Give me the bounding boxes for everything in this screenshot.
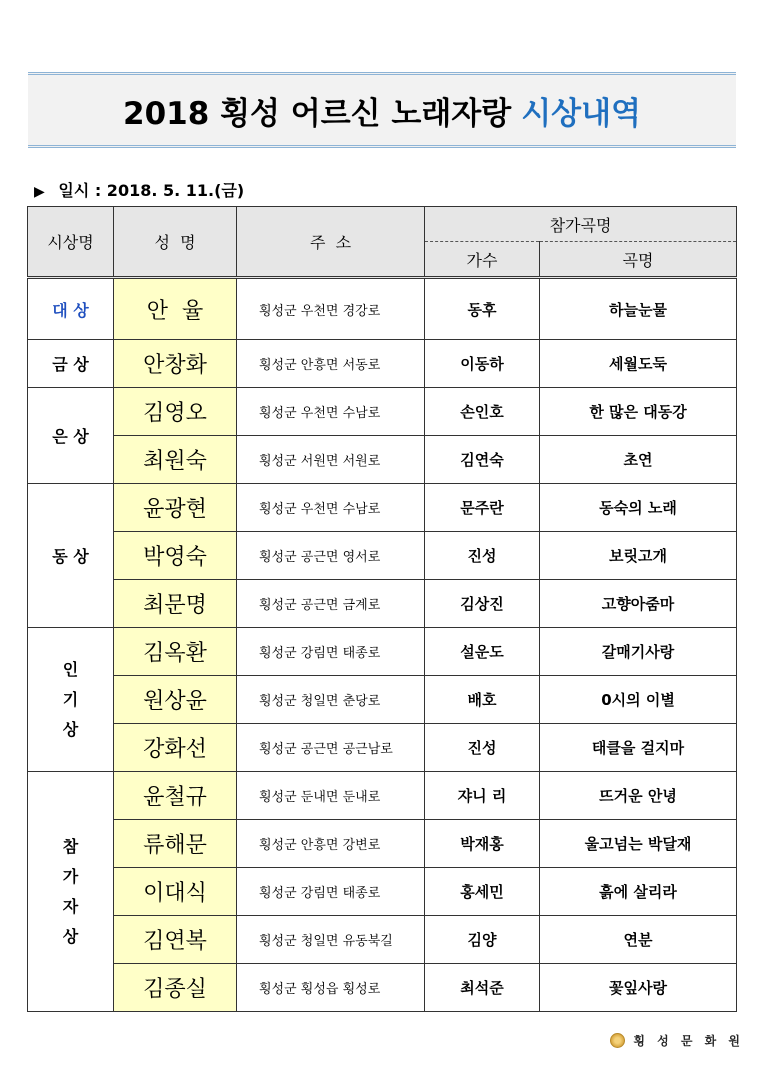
address-cell: 횡성군 우천면 수남로 xyxy=(237,388,425,436)
name-cell: 최문명 xyxy=(114,580,237,628)
award-cell xyxy=(28,628,114,772)
table-row xyxy=(28,628,737,676)
address-cell: 횡성군 우천면 경강로 xyxy=(237,278,425,340)
address-cell: 횡성군 공근면 금계로 xyxy=(237,580,425,628)
header-address: 주 소 xyxy=(237,207,425,278)
singer-cell: 동후 xyxy=(425,278,540,340)
song-cell: 태클을 걸지마 xyxy=(540,724,737,772)
name-cell: 강화선 xyxy=(114,724,237,772)
award-vertical-label: 인 기 상 xyxy=(62,659,79,739)
singer-cell: 김상진 xyxy=(425,580,540,628)
award-vertical-label: 참 가 자 상 xyxy=(62,836,79,946)
table-row xyxy=(28,964,737,1012)
address-cell: 횡성군 우천면 수남로 xyxy=(237,484,425,532)
awards-table xyxy=(27,206,737,1012)
title-accent: 시상내역 xyxy=(521,95,641,132)
name-cell: 박영숙 xyxy=(114,532,237,580)
singer-cell: 손인호 xyxy=(425,388,540,436)
address-cell: 횡성군 청일면 유동북길 xyxy=(237,916,425,964)
header-name: 성 명 xyxy=(114,207,237,278)
address-cell: 횡성군 강림면 태종로 xyxy=(237,868,425,916)
table-row xyxy=(28,820,737,868)
header-song-group: 참가곡명 xyxy=(425,207,737,242)
singer-cell: 배호 xyxy=(425,676,540,724)
song-cell: 갈매기사랑 xyxy=(540,628,737,676)
table-row xyxy=(28,532,737,580)
table-row xyxy=(28,676,737,724)
singer-cell: 김양 xyxy=(425,916,540,964)
name-cell: 원상윤 xyxy=(114,676,237,724)
address-cell: 횡성군 횡성읍 횡성로 xyxy=(237,964,425,1012)
singer-cell: 김연숙 xyxy=(425,436,540,484)
name-cell: 김옥환 xyxy=(114,628,237,676)
singer-cell: 설운도 xyxy=(425,628,540,676)
name-cell: 김종실 xyxy=(114,964,237,1012)
singer-cell: 진성 xyxy=(425,724,540,772)
name-cell: 이대식 xyxy=(114,868,237,916)
organization-logo-icon xyxy=(610,1033,625,1048)
name-cell: 김영오 xyxy=(114,388,237,436)
song-cell: 보릿고개 xyxy=(540,532,737,580)
header-song: 곡명 xyxy=(540,242,737,278)
table-row xyxy=(28,436,737,484)
footer-text: 횡 성 문 화 원 xyxy=(633,1034,744,1048)
song-cell: 0시의 이별 xyxy=(540,676,737,724)
title-main: 2018 횡성 어르신 노래자랑 xyxy=(123,95,512,132)
song-cell: 꽃잎사랑 xyxy=(540,964,737,1012)
address-cell: 횡성군 서원면 서원로 xyxy=(237,436,425,484)
song-cell: 뜨거운 안녕 xyxy=(540,772,737,820)
table-row xyxy=(28,772,737,820)
table-row xyxy=(28,868,737,916)
address-cell: 횡성군 청일면 춘당로 xyxy=(237,676,425,724)
table-row xyxy=(28,916,737,964)
award-cell: 동 상 xyxy=(28,484,114,628)
song-cell: 동숙의 노래 xyxy=(540,484,737,532)
singer-cell: 쟈니 리 xyxy=(425,772,540,820)
triangle-right-icon: ▶ xyxy=(34,184,45,200)
name-cell: 김연복 xyxy=(114,916,237,964)
address-cell: 횡성군 공근면 공근남로 xyxy=(237,724,425,772)
singer-cell: 진성 xyxy=(425,532,540,580)
singer-cell: 문주란 xyxy=(425,484,540,532)
table-row xyxy=(28,484,737,532)
singer-cell: 최석준 xyxy=(425,964,540,1012)
song-cell: 한 많은 대동강 xyxy=(540,388,737,436)
table-row xyxy=(28,340,737,388)
address-cell: 횡성군 강림면 태종로 xyxy=(237,628,425,676)
name-cell: 안 율 xyxy=(114,278,237,340)
page-title xyxy=(28,72,736,148)
table-row xyxy=(28,388,737,436)
singer-cell: 박재홍 xyxy=(425,820,540,868)
footer-organization xyxy=(610,1032,744,1049)
address-cell: 횡성군 안흥면 강변로 xyxy=(237,820,425,868)
address-cell: 횡성군 둔내면 둔내로 xyxy=(237,772,425,820)
header-award: 시상명 xyxy=(28,207,114,278)
singer-cell: 이동하 xyxy=(425,340,540,388)
singer-cell: 홍세민 xyxy=(425,868,540,916)
table-row xyxy=(28,580,737,628)
name-cell: 류해문 xyxy=(114,820,237,868)
award-cell: 은 상 xyxy=(28,388,114,484)
address-cell: 횡성군 공근면 영서로 xyxy=(237,532,425,580)
song-cell: 초연 xyxy=(540,436,737,484)
song-cell: 흙에 살리라 xyxy=(540,868,737,916)
song-cell: 연분 xyxy=(540,916,737,964)
song-cell: 울고넘는 박달재 xyxy=(540,820,737,868)
event-date xyxy=(34,178,244,201)
header-singer: 가수 xyxy=(425,242,540,278)
table-row xyxy=(28,278,737,340)
award-cell: 금 상 xyxy=(28,340,114,388)
song-cell: 하늘눈물 xyxy=(540,278,737,340)
name-cell: 최원숙 xyxy=(114,436,237,484)
award-cell xyxy=(28,772,114,1012)
event-date-text: 일시 : 2018. 5. 11.(금) xyxy=(58,181,245,200)
song-cell: 세월도둑 xyxy=(540,340,737,388)
award-cell: 대 상 xyxy=(28,278,114,340)
name-cell: 윤철규 xyxy=(114,772,237,820)
address-cell: 횡성군 안흥면 서동로 xyxy=(237,340,425,388)
name-cell: 안창화 xyxy=(114,340,237,388)
table-row xyxy=(28,724,737,772)
song-cell: 고향아줌마 xyxy=(540,580,737,628)
name-cell: 윤광현 xyxy=(114,484,237,532)
